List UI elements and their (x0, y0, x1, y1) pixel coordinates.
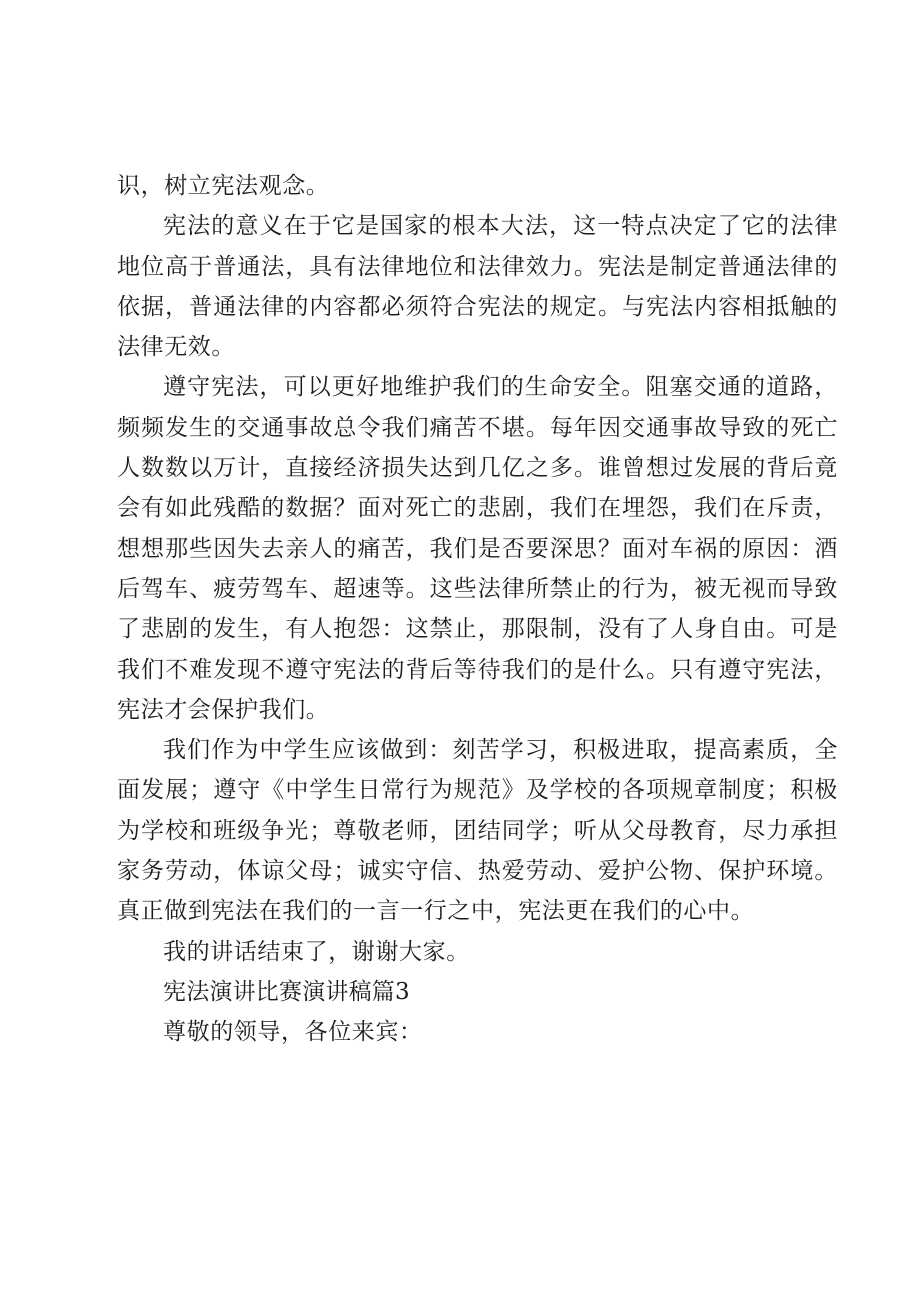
paragraph-student-duties: 我们作为中学生应该做到：刻苦学习，积极进取，提高素质，全面发展；遵守《中学生日常行为规范》及学校的各项规章制度；积极为学校和班级争光；尊敬老师，团结同学；听从父母教育，尽力承担家务劳动，体谅父母；诚实守信、热爱劳动、爱护公物、保护环境。真正做到宪法在我们的一言一行之中，宪法更在我们的心中。 (117, 737, 838, 925)
paragraph-salutation: 尊敬的领导，各位来宾： (163, 1019, 423, 1046)
paragraph-continuation: 识，树立宪法观念。 (117, 173, 330, 199)
paragraph-closing: 我的讲话结束了，谢谢大家。 (163, 938, 470, 965)
document-body (117, 166, 838, 1053)
paragraph-obey-constitution: 遵守宪法，可以更好地维护我们的生命安全。阻塞交通的道路，频频发生的交通事故总令我们痛苦不堪。每年因交通事故导致的死亡人数数以万计，直接经济损失达到几亿之多。谁曾想过发展的背后竟会有如此残酷的数据？面对死亡的悲剧，我们在埋怨，我们在斥责，想想那些因失去亲人的痛苦，我们是否要深思？面对车祸的原因：酒后驾车、疲劳驾车、超速等。这些法律所禁止的行为，被无视而导致了悲剧的发生，有人抱怨：这禁止，那限制，没有了人身自由。可是我们不难发现不遵守宪法的背后等待我们的是什么。只有遵守宪法，宪法才会保护我们。 (117, 374, 838, 723)
paragraph-constitution-significance: 宪法的意义在于它是国家的根本大法，这一特点决定了它的法律地位高于普通法，具有法律地位和法律效力。宪法是制定普通法律的依据，普通法律的内容都必须符合宪法的规定。与宪法内容相抵触的法律无效。 (117, 213, 838, 361)
section-heading: 宪法演讲比赛演讲稿篇3 (163, 978, 410, 1005)
